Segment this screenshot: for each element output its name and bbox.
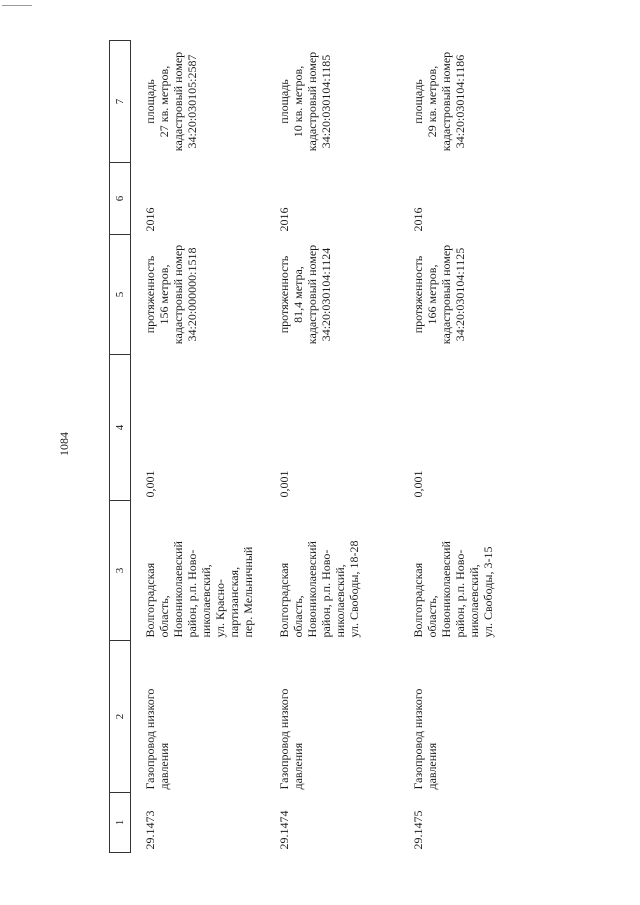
- column-number: 5: [110, 235, 131, 355]
- text-line: николаевский,: [467, 564, 481, 638]
- address-cell: [265, 501, 399, 641]
- column-number: 7: [110, 41, 131, 163]
- object-name-cell: [399, 641, 533, 793]
- text-line: протяженность: [277, 255, 291, 334]
- text-line: давления: [157, 742, 171, 790]
- text-line: пер. Мельничный: [241, 546, 255, 638]
- value-cell: [131, 355, 266, 501]
- text-line: 34:20:030104:1185: [319, 54, 333, 149]
- row-number-cell: [131, 793, 266, 853]
- text-line: область,: [425, 595, 439, 638]
- rotated-sheet: [109, 41, 527, 853]
- text-line: Газопровод низкого: [277, 688, 291, 790]
- area-cell: [265, 41, 399, 163]
- text-line: кадастровый номер: [171, 244, 185, 345]
- table-row: [399, 41, 533, 853]
- value-text: 0,001: [277, 470, 291, 498]
- text-line: район, р.п. Ново-: [319, 549, 333, 638]
- text-line: кадастровый номер: [439, 244, 453, 345]
- text-line: область,: [291, 595, 305, 638]
- text-line: 156 метров,: [157, 264, 171, 325]
- text-line: площадь: [277, 79, 291, 124]
- year-text: 2016: [143, 207, 157, 232]
- column-number: 3: [110, 501, 131, 641]
- text-line: 81,4 метра,: [291, 266, 305, 323]
- text-line: Новониколаевский: [171, 541, 185, 638]
- property-table: [109, 40, 533, 853]
- area-cell: [131, 41, 266, 163]
- row-number-cell: [265, 793, 399, 853]
- year-text: 2016: [277, 207, 291, 232]
- text-line: ул. Свободы, 18-28: [347, 540, 361, 638]
- text-line: кадастровый номер: [305, 51, 319, 152]
- value-text: 0,001: [143, 470, 157, 498]
- row-number: 29.1475: [411, 810, 425, 850]
- text-line: протяженность: [143, 255, 157, 334]
- text-line: николаевский,: [333, 564, 347, 638]
- text-line: партизанская,: [227, 566, 241, 638]
- text-line: Волгоградская: [277, 562, 291, 638]
- year-cell: [265, 163, 399, 235]
- text-line: кадастровый номер: [171, 51, 185, 152]
- address-cell: [131, 501, 266, 641]
- text-line: 29 кв. метров,: [425, 65, 439, 138]
- text-line: ул. Красно-: [213, 578, 227, 638]
- page-number: 1084: [57, 432, 71, 456]
- text-line: Волгоградская: [143, 562, 157, 638]
- text-line: 34:20:030105:2587: [185, 54, 199, 149]
- text-line: николаевский,: [199, 564, 213, 638]
- column-number: 1: [110, 793, 131, 853]
- length-cell: [131, 235, 266, 355]
- table-row: [265, 41, 399, 853]
- column-number: 4: [110, 355, 131, 501]
- length-cell: [265, 235, 399, 355]
- year-cell: [399, 163, 533, 235]
- text-line: давления: [291, 742, 305, 790]
- text-line: кадастровый номер: [305, 244, 319, 345]
- text-line: 166 метров,: [425, 264, 439, 325]
- scan-mark: [2, 0, 32, 6]
- year-cell: [131, 163, 266, 235]
- text-line: 34:20:030104:1186: [453, 54, 467, 149]
- text-line: площадь: [411, 79, 425, 124]
- year-text: 2016: [411, 207, 425, 232]
- column-number: 2: [110, 641, 131, 793]
- text-line: площадь: [143, 79, 157, 124]
- column-number-row: [110, 41, 131, 853]
- text-line: Газопровод низкого: [143, 688, 157, 790]
- text-line: давления: [425, 742, 439, 790]
- object-name-cell: [265, 641, 399, 793]
- text-line: Газопровод низкого: [411, 688, 425, 790]
- address-cell: [399, 501, 533, 641]
- row-number: 29.1474: [277, 810, 291, 850]
- text-line: 27 кв. метров,: [157, 65, 171, 138]
- text-line: кадастровый номер: [439, 51, 453, 152]
- value-cell: [265, 355, 399, 501]
- value-text: 0,001: [411, 470, 425, 498]
- text-line: 34:20:030104:1125: [453, 247, 467, 342]
- text-line: протяженность: [411, 255, 425, 334]
- row-number-cell: [399, 793, 533, 853]
- text-line: район, р.п. Ново-: [453, 549, 467, 638]
- text-line: 10 кв. метров,: [291, 65, 305, 138]
- text-line: Новониколаевский: [305, 541, 319, 638]
- table-row: [131, 41, 266, 853]
- text-line: ул. Свободы, 3-15: [481, 546, 495, 638]
- column-number: 6: [110, 163, 131, 235]
- area-cell: [399, 41, 533, 163]
- object-name-cell: [131, 641, 266, 793]
- text-line: Волгоградская: [411, 562, 425, 638]
- row-number: 29.1473: [143, 810, 157, 850]
- text-line: область,: [157, 595, 171, 638]
- value-cell: [399, 355, 533, 501]
- text-line: район, р.п. Ново-: [185, 549, 199, 638]
- text-line: 34:20:030104:1124: [319, 247, 333, 342]
- text-line: Новониколаевский: [439, 541, 453, 638]
- text-line: 34:20:000000:1518: [185, 247, 199, 342]
- length-cell: [399, 235, 533, 355]
